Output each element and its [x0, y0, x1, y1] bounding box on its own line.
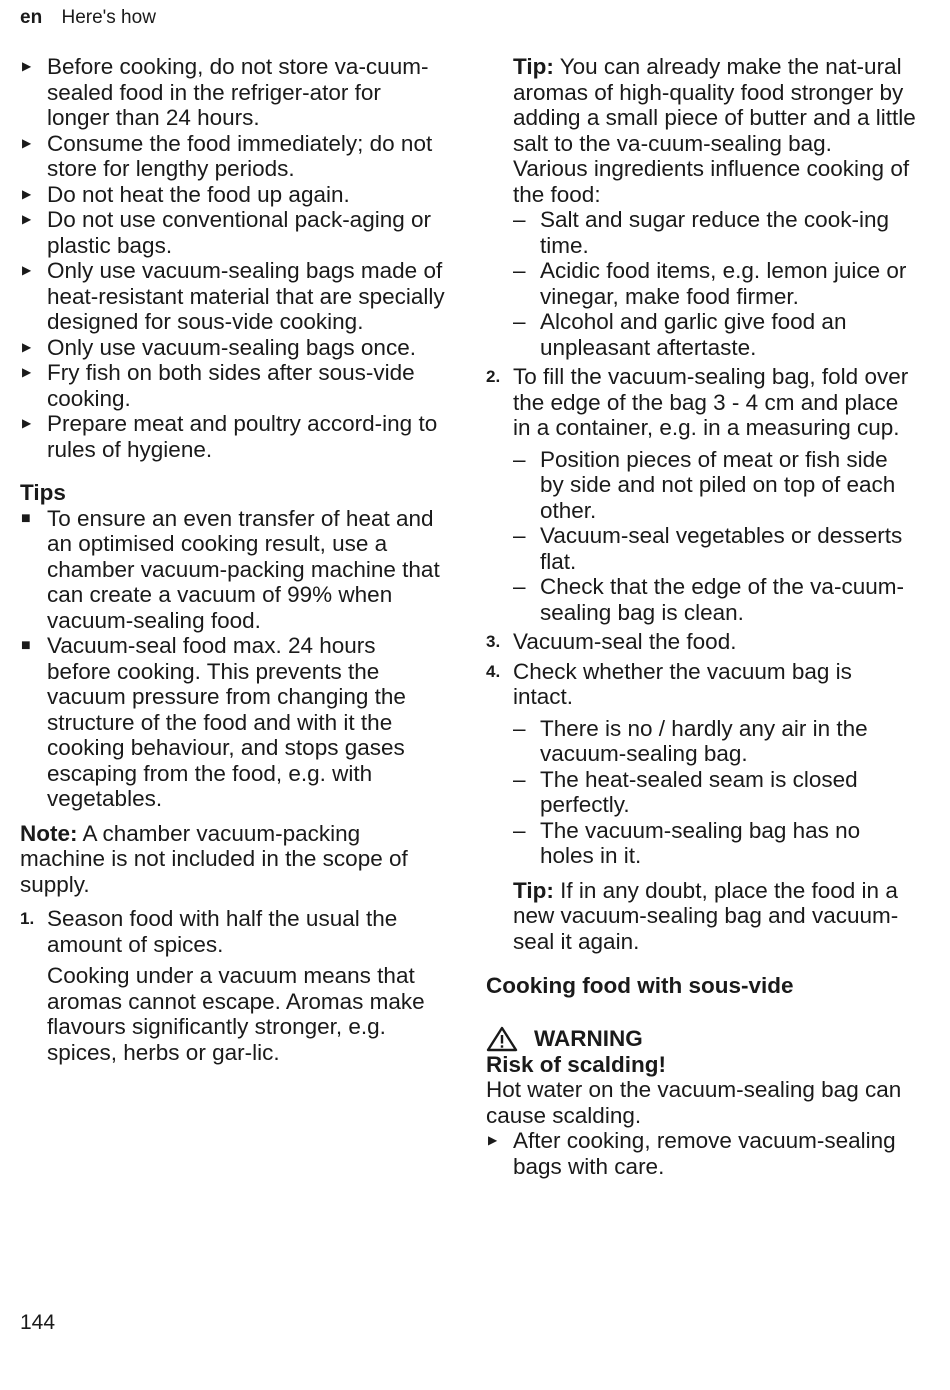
- list-item: ■ Vacuum-seal food max. 24 hours before cooking. This prevents the vacuum pressure from changing the structure of the food and with it the cooking behaviour, and stops gases escaping from the food, e.g. with vegetables.: [21, 633, 406, 811]
- list-item: ▶ Do not heat the food up again.: [22, 181, 350, 207]
- list-item: ▶ Do not use conventional pack-aging or plastic bags.: [22, 207, 431, 258]
- step-number: 2.: [486, 367, 501, 386]
- list-item: – Position pieces of meat or fish side by side and not piled on top of each other.: [513, 446, 896, 523]
- step-1: [20, 906, 445, 957]
- precaution-list: [20, 54, 445, 462]
- triangle-bullet-icon: ▶: [22, 59, 32, 73]
- step-2: [486, 364, 916, 441]
- square-bullet-icon: ■: [21, 509, 31, 527]
- list-item: – There is no / hardly any air in the vacuum-sealing bag.: [513, 715, 868, 766]
- step-text: Check whether the vacuum bag is intact.: [513, 658, 852, 709]
- tip-label: Tip:: [513, 877, 554, 903]
- warning-text: Hot water on the vacuum-sealing bag can cause scalding.: [486, 1077, 902, 1128]
- list-item: ▶ Prepare meat and poultry accord-ing to rules of hygiene.: [22, 411, 438, 462]
- list-item: – The vacuum-sealing bag has no holes in it.: [513, 817, 861, 868]
- list-item: – Alcohol and garlic give food an unpleasant aftertaste.: [513, 309, 847, 360]
- step-2-list: [486, 447, 916, 626]
- step-4: [486, 659, 916, 710]
- list-item: – Salt and sugar reduce the cook-ing time.: [513, 207, 889, 258]
- warning-action: ▶ After cooking, remove vacuum-sealing bags with care.: [488, 1128, 896, 1179]
- triangle-bullet-icon: ▶: [22, 263, 32, 277]
- right-column: [486, 54, 916, 1179]
- tip-text: You can already make the nat-ural aromas of high-quality food stronger by adding a small piece of butter and a little salt to the va-cuum-sealing bag.: [513, 54, 916, 156]
- ingredients-intro: Various ingredients influence cooking of the food:: [513, 156, 910, 207]
- step-3: [486, 629, 916, 655]
- note-label: Note:: [20, 820, 78, 846]
- step-text: Vacuum-seal the food.: [513, 629, 737, 654]
- section-title: Here's how: [61, 7, 156, 28]
- tip-label: Tip:: [513, 54, 554, 79]
- step-text: Season food with half the usual the amount of spices.: [47, 906, 398, 957]
- step-number: 1.: [20, 909, 35, 928]
- step-4-list: [486, 716, 916, 869]
- warning-subtitle: Risk of scalding!: [486, 1051, 667, 1077]
- tip-paragraph: [486, 878, 916, 955]
- left-column: [20, 54, 445, 1065]
- note-paragraph: [20, 821, 445, 898]
- warning-box: [486, 1026, 916, 1180]
- note-text: A chamber vacuum-packing machine is not included in the scope of supply.: [20, 820, 408, 897]
- list-item: – Acidic food items, e.g. lemon juice or vinegar, make food firmer.: [513, 258, 907, 309]
- list-item: – Vacuum-seal vegetables or desserts flat.: [513, 523, 903, 574]
- list-item: ▶ Only use vacuum-sealing bags once.: [22, 334, 416, 360]
- triangle-bullet-icon: ▶: [22, 186, 32, 201]
- warning-triangle-icon: [486, 1026, 518, 1052]
- list-item: ▶ Consume the food immediately; do not store for lengthy periods.: [22, 130, 433, 181]
- list-item: ▶ Fry fish on both sides after sous-vide cooking.: [22, 360, 415, 411]
- warning-title: [486, 1026, 916, 1052]
- list-item: – Check that the edge of the va-cuum-sealing bag is clean.: [513, 574, 904, 625]
- step-1-explanation: Cooking under a vacuum means that aromas cannot escape. Aromas make flavours significantly stronger, e.g. spices, herbs or gar-lic.: [47, 963, 425, 1065]
- step-text: To fill the vacuum-sealing bag, fold over the edge of the bag 3 - 4 cm and place in a container, e.g. in a measuring cup.: [513, 364, 909, 440]
- list-item: ▶ Before cooking, do not store va-cuum-sealed food in the refriger-ator for longer than 24 hours.: [22, 54, 429, 130]
- page-number: 144: [20, 1311, 56, 1334]
- triangle-bullet-icon: ▶: [22, 135, 32, 150]
- section-heading: Cooking food with sous-vide: [486, 973, 794, 998]
- list-item: ■ To ensure an even transfer of heat and an optimised cooking result, use a chamber vacuum-packing machine that can create a vacuum of 99% when vacuum-sealing food.: [21, 505, 440, 633]
- tip-paragraph: [486, 54, 916, 156]
- list-item: ▶ Only use vacuum-sealing bags made of heat-resistant material that are specially designed for sous-vide cooking.: [22, 258, 445, 334]
- triangle-bullet-icon: ▶: [22, 365, 32, 379]
- triangle-bullet-icon: ▶: [22, 416, 32, 430]
- square-bullet-icon: ■: [21, 637, 31, 654]
- warning-label: WARNING: [534, 1025, 643, 1051]
- ingredients-list: [486, 207, 916, 360]
- triangle-bullet-icon: ▶: [22, 212, 32, 226]
- tip-text: If in any doubt, place the food in a new vacuum-sealing bag and vacuum-seal it again.: [513, 877, 899, 954]
- triangle-bullet-icon: ▶: [22, 339, 32, 354]
- step-number: 3.: [486, 632, 501, 651]
- page-header: [20, 6, 156, 30]
- step-number: 4.: [486, 661, 501, 681]
- tips-list: [20, 506, 445, 812]
- triangle-bullet-icon: ▶: [488, 1133, 498, 1147]
- tips-heading: Tips: [20, 480, 66, 505]
- language-code: en: [20, 7, 43, 28]
- list-item: – The heat-sealed seam is closed perfectly.: [513, 766, 858, 817]
